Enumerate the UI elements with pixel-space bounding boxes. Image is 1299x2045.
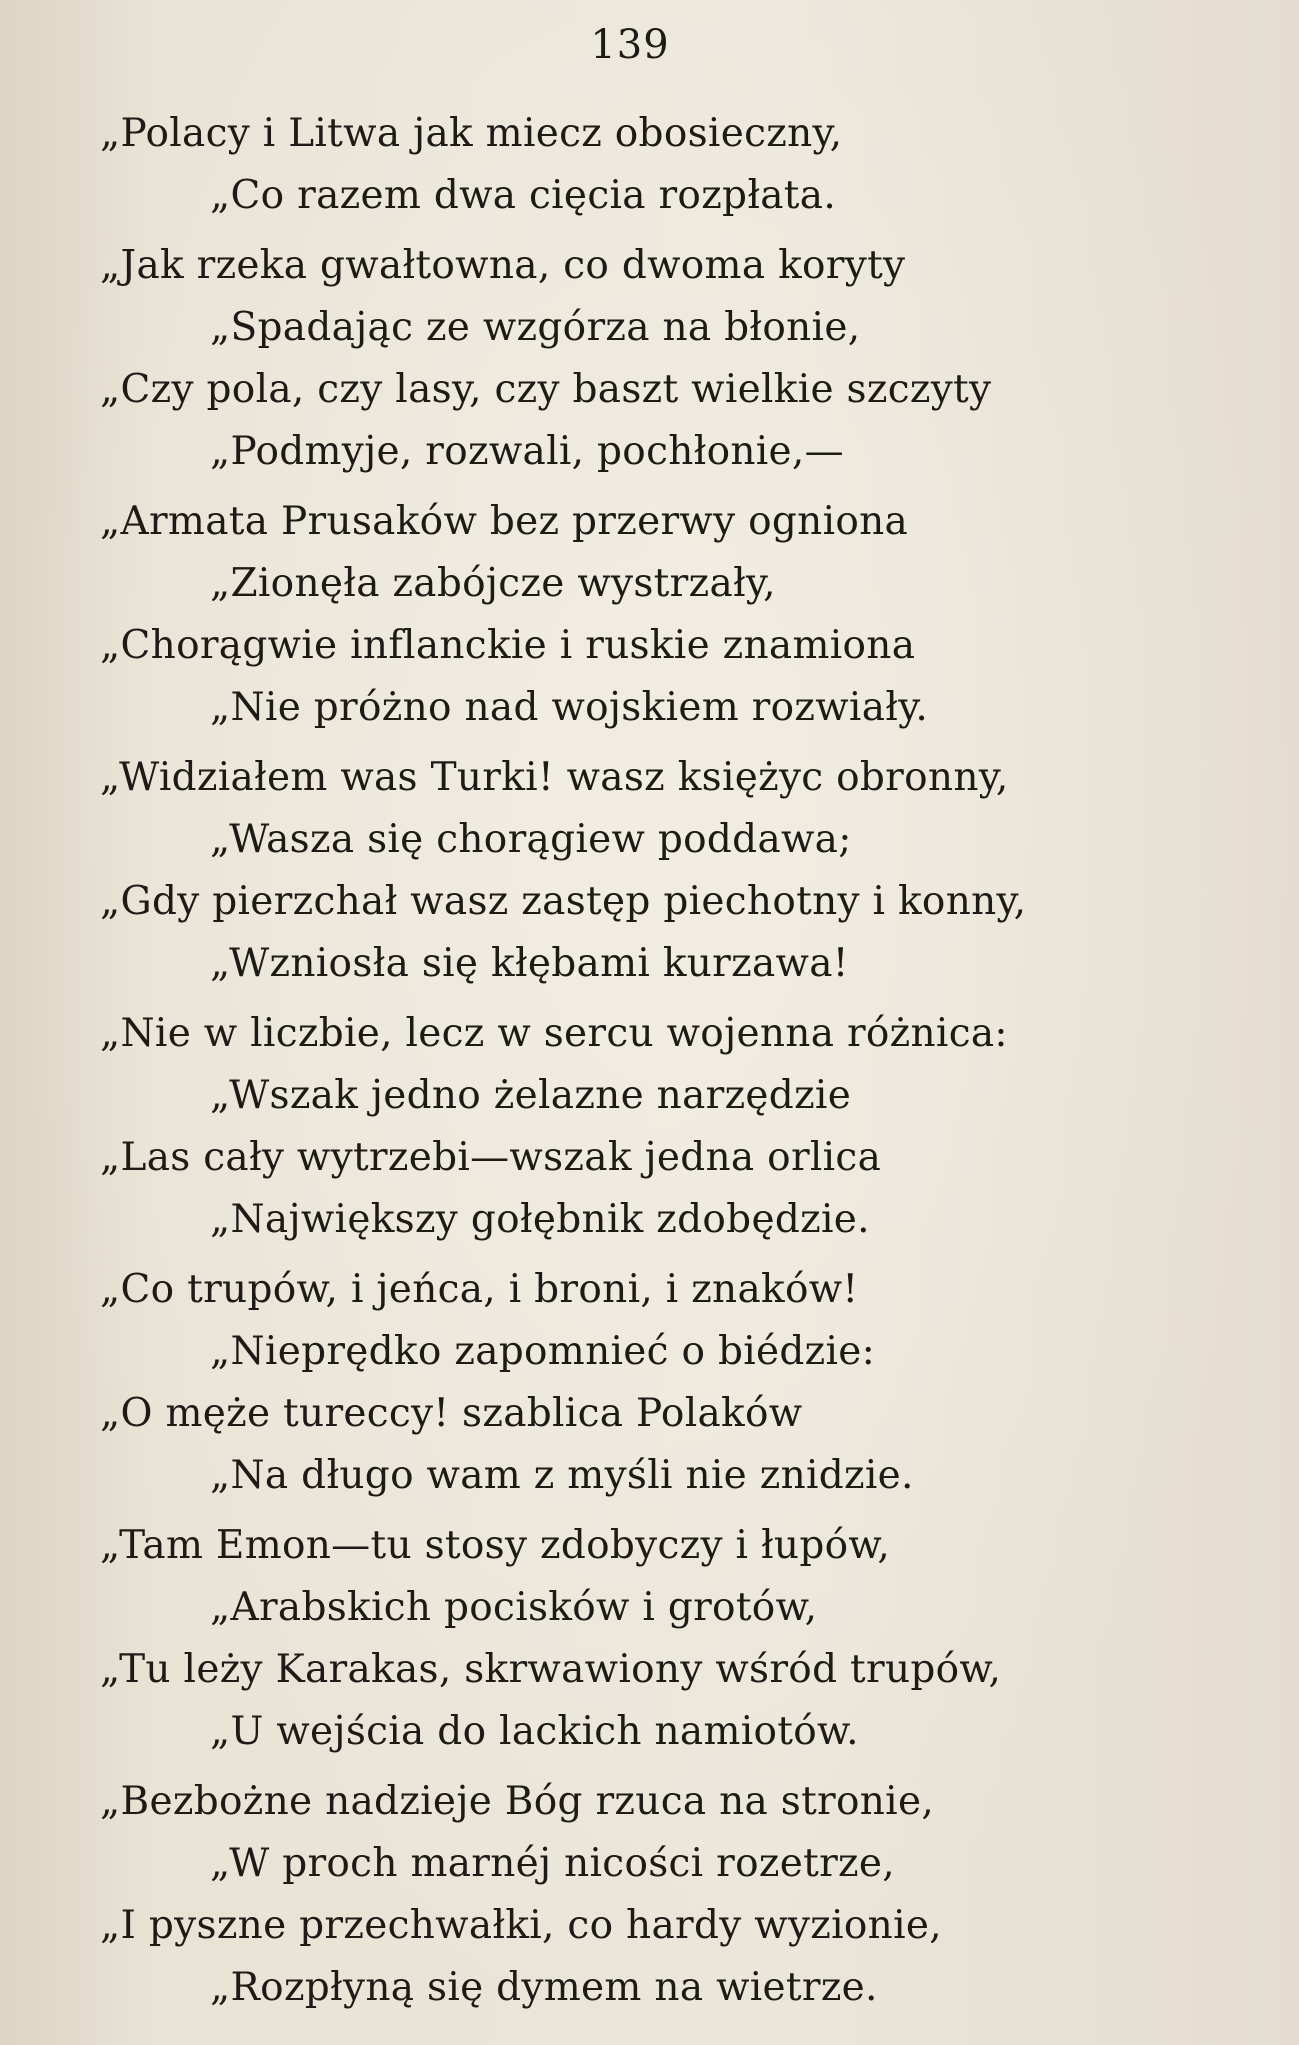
verse-line: „Na długo wam z myśli nie znidzie. (210, 1453, 914, 1498)
verse-line: „W proch marnéj nicości rozetrze, (210, 1841, 895, 1886)
verse-line: „Co razem dwa cięcia rozpłata. (210, 173, 837, 218)
verse-line: „Rozpłyną się dymem na wietrze. (210, 1965, 878, 2010)
stanza (100, 235, 1180, 483)
verse-line: „Chorągwie inflanckie i ruskie znamiona (100, 623, 916, 668)
verse-line: „Polacy i Litwa jak miecz obosieczny, (100, 111, 843, 156)
verse-line: „Bezbożne nadzieje Bóg rzuca na stronie, (100, 1779, 935, 1824)
verse-line: „Tam Emon—tu stosy zdobyczy i łupów, (100, 1523, 891, 1568)
verse-line: „Największy gołębnik zdobędzie. (210, 1197, 870, 1242)
verse-line: „Gdy pierzchał wasz zastęp piechotny i konny, (100, 879, 1027, 924)
verse-line: „Zionęła zabójcze wystrzały, (210, 561, 776, 606)
verse-line: „Co trupów, i jeńca, i broni, i znaków! (100, 1267, 859, 1312)
verse-line: „Armata Prusaków bez przerwy ogniona (100, 499, 909, 544)
verse-line: „Podmyje, rozwali, pochłonie,— (210, 429, 844, 474)
stanza (100, 747, 1180, 995)
poem-body (100, 103, 1180, 2027)
stanza (100, 1003, 1180, 1251)
verse-line: „O męże tureccy! szablica Polaków (100, 1391, 803, 1436)
stanza (100, 1771, 1180, 2019)
verse-line: „Las cały wytrzebi—wszak jedna orlica (100, 1135, 882, 1180)
verse-line: „Spadając ze wzgórza na błonie, (210, 305, 861, 350)
verse-line: „Tu leży Karakas, skrwawiony wśród trupów, (100, 1647, 1002, 1692)
verse-line: „Wzniosła się kłębami kurzawa! (210, 941, 849, 986)
verse-line: „Nieprędko zapomnieć o biédzie: (210, 1329, 876, 1374)
verse-line: „U wejścia do lackich namiotów. (210, 1709, 859, 1754)
verse-line: „Wasza się chorągiew poddawa; (210, 817, 852, 862)
verse-line: „Czy pola, czy lasy, czy baszt wielkie szczyty (100, 367, 992, 412)
verse-line: „Wszak jedno żelazne narzędzie (210, 1073, 852, 1118)
verse-line: „Arabskich pocisków i grotów, (210, 1585, 818, 1630)
page-number: 139 (590, 22, 670, 68)
verse-line: „Nie próżno nad wojskiem rozwiały. (210, 685, 929, 730)
verse-line: „Widziałem was Turki! wasz księżyc obronny, (100, 755, 1009, 800)
verse-line: „Jak rzeka gwałtowna, co dwoma koryty (100, 243, 906, 288)
stanza (100, 491, 1180, 739)
stanza (100, 103, 1180, 227)
stanza (100, 1515, 1180, 1763)
stanza (100, 1259, 1180, 1507)
verse-line: „I pyszne przechwałki, co hardy wyzionie, (100, 1903, 942, 1948)
verse-line: „Nie w liczbie, lecz w sercu wojenna różnica: (100, 1011, 1008, 1056)
